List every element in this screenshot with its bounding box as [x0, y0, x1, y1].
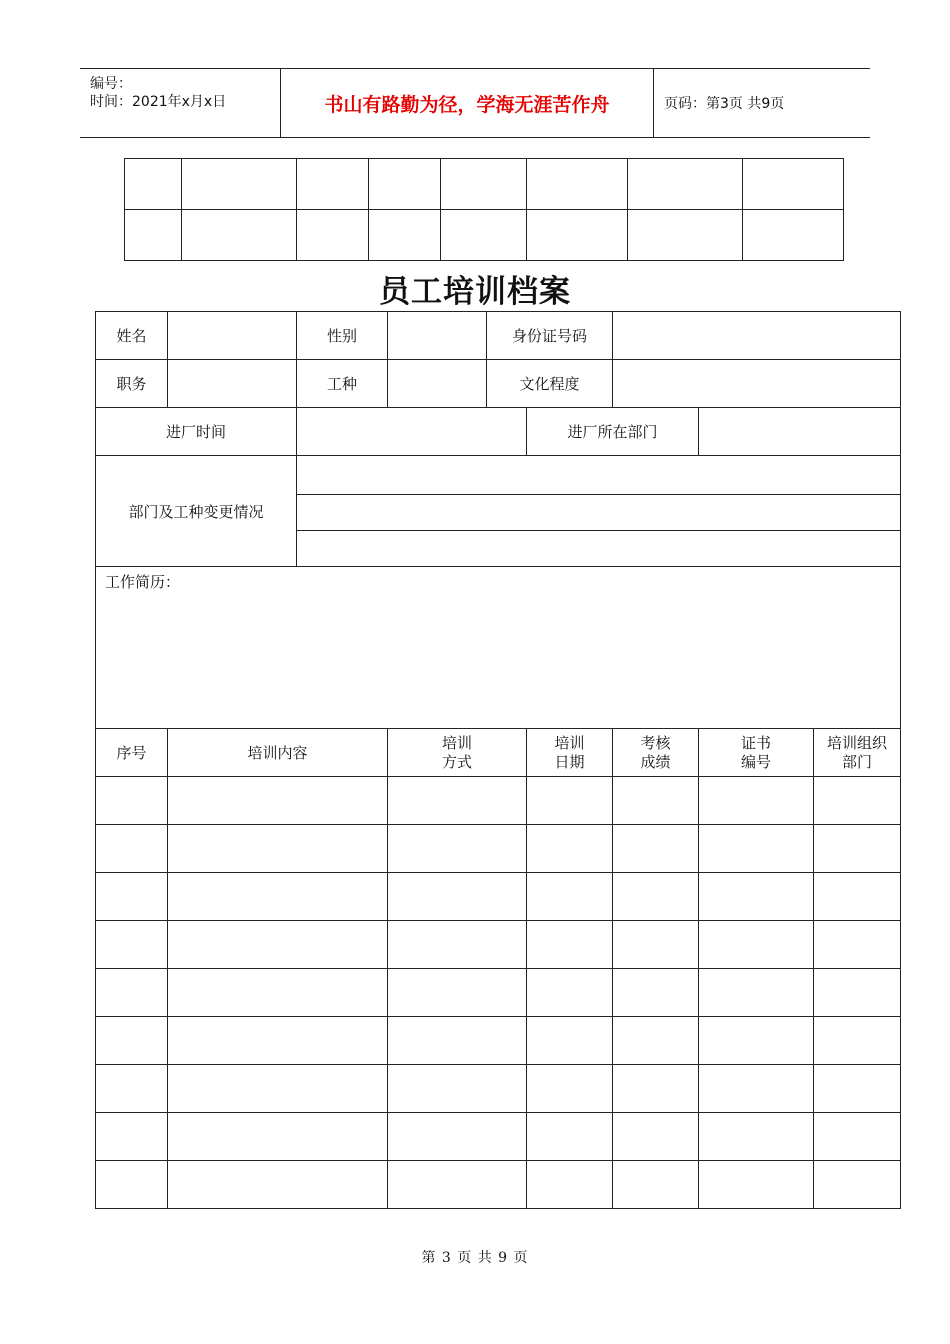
header-motto: 书山有路勤为径，学海无涯苦作舟	[281, 69, 654, 137]
table-cell[interactable]	[388, 873, 527, 921]
table-cell[interactable]	[527, 921, 613, 969]
table-row	[96, 360, 901, 408]
table-row	[96, 873, 901, 921]
cert-header-line2: 编号	[741, 752, 772, 771]
table-cell[interactable]	[743, 210, 844, 261]
header-meta	[80, 69, 281, 137]
date-header-line2: 日期	[554, 752, 585, 771]
table-cell[interactable]	[441, 159, 527, 210]
position-label: 职务	[96, 360, 168, 408]
table-cell[interactable]	[96, 777, 168, 825]
table-cell[interactable]	[814, 1017, 901, 1065]
table-cell[interactable]	[168, 1161, 388, 1209]
table-cell[interactable]	[527, 1017, 613, 1065]
seq-header: 序号	[96, 729, 168, 777]
education-field[interactable]	[613, 360, 901, 408]
table-cell[interactable]	[168, 1017, 388, 1065]
org-header-line1: 培训组织	[827, 733, 888, 752]
table-cell[interactable]	[388, 1017, 527, 1065]
table-cell[interactable]	[613, 777, 699, 825]
table-row	[96, 777, 901, 825]
table-row	[96, 1113, 901, 1161]
table-cell[interactable]	[814, 873, 901, 921]
page-footer: 第 3 页 共 9 页	[421, 1250, 529, 1266]
name-field[interactable]	[168, 312, 297, 360]
training-rows	[96, 777, 901, 1209]
table-cell[interactable]	[96, 969, 168, 1017]
table-cell[interactable]	[613, 921, 699, 969]
resume-field[interactable]	[96, 567, 901, 729]
table-cell[interactable]	[388, 921, 527, 969]
table-cell[interactable]	[168, 777, 388, 825]
table-cell[interactable]	[297, 159, 369, 210]
method-header-line2: 方式	[441, 752, 472, 771]
table-cell[interactable]	[182, 159, 297, 210]
table-cell[interactable]	[613, 1017, 699, 1065]
table-cell[interactable]	[96, 1113, 168, 1161]
table-cell[interactable]	[699, 969, 814, 1017]
table-row	[96, 969, 901, 1017]
entry-dept-field[interactable]	[699, 408, 901, 456]
cert-header-line1: 证书	[741, 733, 772, 752]
cert-header	[699, 729, 814, 777]
name-label: 姓名	[96, 312, 168, 360]
table-cell[interactable]	[297, 210, 369, 261]
changes-field-2[interactable]	[297, 495, 901, 531]
table-cell[interactable]	[628, 159, 743, 210]
table-cell[interactable]	[613, 1113, 699, 1161]
id-number-label: 身份证号码	[487, 312, 613, 360]
table-cell[interactable]	[388, 825, 527, 873]
table-cell[interactable]	[613, 1065, 699, 1113]
table-cell[interactable]	[369, 210, 441, 261]
table-row	[96, 1017, 901, 1065]
gender-field[interactable]	[388, 312, 487, 360]
table-cell[interactable]	[527, 159, 628, 210]
table-cell[interactable]	[441, 210, 527, 261]
table-cell[interactable]	[527, 825, 613, 873]
table-cell[interactable]	[388, 1065, 527, 1113]
table-cell[interactable]	[814, 825, 901, 873]
table-cell[interactable]	[96, 1161, 168, 1209]
table-cell[interactable]	[168, 921, 388, 969]
date-header	[527, 729, 613, 777]
score-header-line2: 成绩	[640, 752, 671, 771]
table-cell[interactable]	[527, 1113, 613, 1161]
table-row	[96, 408, 901, 456]
table-cell[interactable]	[96, 1065, 168, 1113]
table-cell[interactable]	[168, 1065, 388, 1113]
entry-time-label: 进厂时间	[96, 408, 297, 456]
table-cell[interactable]	[168, 825, 388, 873]
method-header-line1: 培训	[441, 733, 472, 752]
table-cell[interactable]	[527, 777, 613, 825]
table-cell[interactable]	[699, 1017, 814, 1065]
table-cell[interactable]	[527, 210, 628, 261]
score-header	[613, 729, 699, 777]
table-row	[96, 1065, 901, 1113]
table-cell[interactable]	[699, 1161, 814, 1209]
table-cell[interactable]	[96, 873, 168, 921]
entry-time-field[interactable]	[297, 408, 527, 456]
table-row	[96, 921, 901, 969]
page-header	[80, 68, 870, 138]
table-cell[interactable]	[699, 1065, 814, 1113]
table-cell[interactable]	[699, 873, 814, 921]
table-cell[interactable]	[743, 159, 844, 210]
table-cell[interactable]	[814, 1113, 901, 1161]
id-number-field[interactable]	[613, 312, 901, 360]
date-header-line1: 培训	[554, 733, 585, 752]
content-header: 培训内容	[168, 729, 388, 777]
table-cell[interactable]	[388, 1113, 527, 1161]
table-cell[interactable]	[527, 873, 613, 921]
table-cell[interactable]	[527, 1161, 613, 1209]
top-blank-table	[124, 158, 844, 261]
table-cell[interactable]	[699, 1113, 814, 1161]
score-header-line1: 考核	[640, 733, 671, 752]
table-cell[interactable]	[613, 1161, 699, 1209]
org-header	[814, 729, 901, 777]
table-cell[interactable]	[613, 873, 699, 921]
table-cell[interactable]	[699, 777, 814, 825]
table-cell[interactable]	[96, 1017, 168, 1065]
changes-field-3[interactable]	[297, 531, 901, 567]
training-record-form	[95, 311, 901, 1209]
table-cell[interactable]	[527, 1065, 613, 1113]
org-header-line2: 部门	[842, 752, 873, 771]
table-cell[interactable]	[96, 825, 168, 873]
changes-label: 部门及工种变更情况	[96, 456, 297, 567]
job-type-label: 工种	[297, 360, 388, 408]
gender-label: 性别	[297, 312, 388, 360]
table-cell[interactable]	[369, 159, 441, 210]
method-header	[388, 729, 527, 777]
table-row	[96, 312, 901, 360]
position-field[interactable]	[168, 360, 297, 408]
table-cell[interactable]	[388, 1161, 527, 1209]
table-cell[interactable]	[814, 777, 901, 825]
table-cell[interactable]	[168, 873, 388, 921]
table-cell[interactable]	[814, 1065, 901, 1113]
table-cell[interactable]	[814, 1161, 901, 1209]
table-cell[interactable]	[628, 210, 743, 261]
table-cell[interactable]	[699, 921, 814, 969]
table-cell[interactable]	[125, 210, 182, 261]
table-cell[interactable]	[168, 1113, 388, 1161]
table-cell[interactable]	[699, 825, 814, 873]
resume-label: 工作简历：	[105, 573, 181, 591]
table-cell[interactable]	[527, 969, 613, 1017]
table-cell[interactable]	[388, 777, 527, 825]
table-cell[interactable]	[814, 921, 901, 969]
table-row	[96, 1161, 901, 1209]
table-cell[interactable]	[125, 159, 182, 210]
table-cell[interactable]	[182, 210, 297, 261]
number-label: 编号：	[90, 76, 132, 92]
table-row	[96, 567, 901, 729]
time-label: 时间：2021年x月x日	[90, 94, 227, 110]
table-cell[interactable]	[168, 969, 388, 1017]
table-cell[interactable]	[814, 969, 901, 1017]
header-page-label: 页码：第3页 共9页	[664, 96, 785, 112]
entry-dept-label: 进厂所在部门	[527, 408, 699, 456]
table-cell[interactable]	[388, 969, 527, 1017]
job-type-field[interactable]	[388, 360, 487, 408]
training-header-row	[96, 729, 901, 777]
table-cell[interactable]	[613, 825, 699, 873]
table-cell[interactable]	[613, 969, 699, 1017]
table-row	[96, 456, 901, 495]
page-title: 员工培训档案	[379, 274, 571, 310]
education-label: 文化程度	[487, 360, 613, 408]
table-row	[125, 159, 844, 210]
table-row	[125, 210, 844, 261]
table-row	[96, 825, 901, 873]
table-cell[interactable]	[96, 921, 168, 969]
changes-field-1[interactable]	[297, 456, 901, 495]
